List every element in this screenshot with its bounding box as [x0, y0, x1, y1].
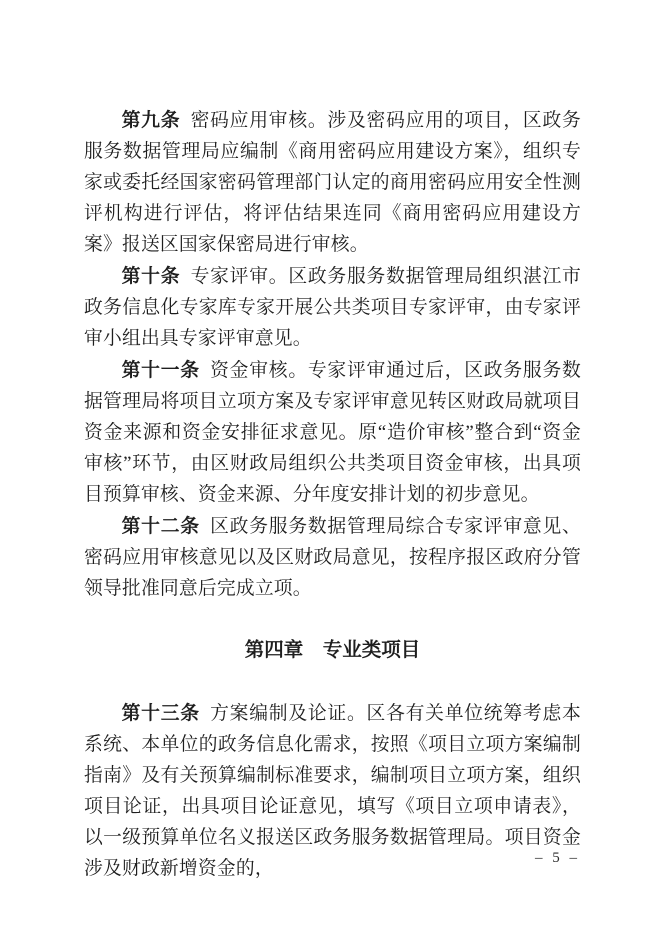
article-number-11: 第十一条: [121, 359, 200, 380]
article-text-10: 专家评审。区政务服务数据管理局组织湛江市政务信息化专家库专家开展公共类项目专家评审，由专家评审小组出具专家评审意见。: [84, 266, 581, 349]
article-number-13: 第十三条: [121, 702, 200, 723]
article-paragraph-10: [84, 260, 581, 354]
article-number-10: 第十条: [121, 265, 181, 286]
article-paragraph-13: [84, 697, 581, 884]
article-text-9: 密码应用审核。涉及密码应用的项目，区政务服务数据管理局应编制《商用密码应用建设方案》，组织专家或委托经国家密码管理部门认定的商用密码应用安全性测评机构进行评估，将评估结果连同《商用密码应用建设方案》报送区国家保密局进行审核。: [84, 110, 581, 255]
article-number-9: 第九条: [121, 109, 181, 130]
document-content: [84, 104, 581, 884]
article-number-12: 第十二条: [121, 515, 200, 536]
article-text-11: 资金审核。专家评审通过后，区政务服务数据管理局将项目立项方案及专家评审意见转区财政局就项目资金来源和资金安排征求意见。原“造价审核”整合到“资金审核”环节，由区财政局组织公共类项目资金审核，出具项目预算审核、资金来源、分年度安排计划的初步意见。: [84, 360, 581, 505]
page-number: – 5 –: [535, 850, 580, 866]
chapter-heading: 第四章 专业类项目: [244, 639, 421, 661]
article-text-13: 方案编制及论证。区各有关单位统筹考虑本系统、本单位的政务信息化需求，按照《项目立项方案编制指南》及有关预算编制标准要求，编制项目立项方案，组织项目论证，出具项目论证意见，填写《项目立项申请表》，以一级预算单位名义报送区政务服务数据管理局。项目资金涉及财政新增资金的，: [84, 703, 581, 879]
article-paragraph-12: [84, 510, 581, 604]
article-text-12: 区政务服务数据管理局综合专家评审意见、密码应用审核意见以及区财政局意见，按程序报区政府分管领导批准同意后完成立项。: [84, 516, 581, 599]
article-paragraph-11: [84, 354, 581, 510]
article-paragraph-9: [84, 104, 581, 260]
